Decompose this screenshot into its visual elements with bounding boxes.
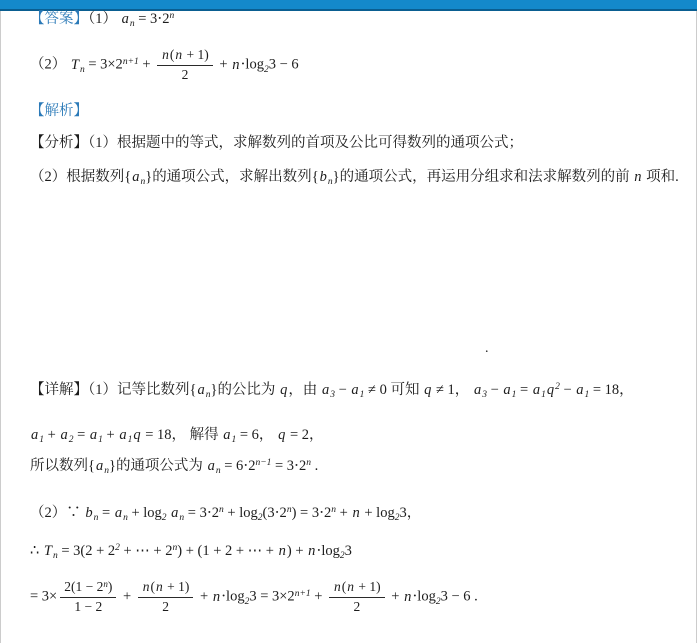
math-text: +	[387, 588, 404, 605]
fraction	[329, 579, 385, 616]
math-text: .	[311, 458, 319, 474]
math-variable: T	[70, 56, 79, 73]
fraction	[138, 579, 194, 616]
math-text: +	[119, 588, 135, 605]
superscript: 2	[555, 382, 560, 392]
math-text: +	[138, 56, 155, 73]
fraction-numerator	[157, 47, 213, 66]
math-text: 3，	[399, 505, 422, 521]
detail-line-1	[30, 381, 634, 400]
subscript: 1	[541, 390, 546, 400]
subscript: 2	[339, 551, 345, 561]
math-text: ，由	[288, 382, 321, 398]
subscript: n	[215, 466, 221, 476]
math-variable: q	[424, 382, 432, 398]
math-text: )	[107, 579, 113, 594]
math-variable: T	[43, 543, 52, 559]
superscript: n	[103, 579, 108, 589]
subscript: n	[327, 177, 333, 187]
fraction-denominator	[60, 598, 116, 616]
analysis-line-1	[30, 134, 523, 153]
math-text: +	[196, 588, 212, 605]
superscript: n	[331, 505, 337, 515]
math-text: =	[516, 382, 532, 398]
math-text: = 2，	[286, 427, 324, 443]
math-text: = 3×2	[84, 56, 123, 73]
superscript: n	[219, 505, 224, 515]
math-text: (	[169, 47, 175, 62]
subscript: n	[52, 551, 58, 561]
math-variable: a	[503, 382, 511, 398]
math-text: + log	[223, 505, 258, 521]
math-text: 3	[344, 543, 352, 559]
math-text: +	[310, 588, 327, 605]
subscript: 1	[359, 390, 365, 400]
math-text: +	[102, 427, 119, 443]
math-variable: n	[175, 47, 183, 62]
math-text: (	[341, 579, 347, 594]
math-text: + 1)	[163, 579, 190, 594]
superscript: n+1	[294, 588, 311, 599]
math-text: ⋅log	[316, 543, 340, 559]
math-text: =	[73, 427, 89, 443]
math-text: ) = 3⋅2	[291, 505, 332, 521]
math-variable: n	[278, 543, 286, 559]
math-text: {	[189, 382, 197, 398]
subscript: n	[179, 513, 185, 523]
math-variable: q	[133, 427, 141, 443]
superscript: n	[169, 11, 175, 21]
math-text: 3 − 6 .	[440, 588, 478, 605]
math-variable: a	[576, 382, 584, 398]
subscript: 1	[39, 435, 44, 445]
math-variable: b	[85, 505, 93, 521]
fraction-denominator	[157, 66, 213, 84]
math-text: (3⋅2	[262, 505, 287, 521]
subscript: 3	[482, 390, 487, 400]
math-variable: n	[347, 579, 355, 594]
math-variable: n	[634, 169, 642, 185]
math-variable: b	[319, 169, 327, 185]
math-text: + 1)	[183, 47, 209, 62]
subscript: 2	[161, 513, 167, 523]
subscript: 1	[98, 435, 103, 445]
superscript: n	[172, 543, 178, 553]
math-variable: a	[31, 427, 39, 443]
math-text: 所以数列	[30, 458, 88, 474]
math-text: 的通项公式为	[115, 458, 207, 474]
subscript: n	[140, 177, 146, 187]
math-variable: a	[532, 382, 541, 398]
subscript: 3	[330, 390, 335, 400]
math-text: 【详解】（1）记等比数列	[30, 382, 190, 398]
math-text: ⋅log	[221, 588, 245, 605]
math-variable: n	[404, 588, 412, 605]
math-text: ∴	[30, 543, 43, 559]
math-text: +	[336, 505, 352, 521]
math-text: 的通项公式，再运用分组求和法求解数列的前	[339, 169, 634, 185]
detail-line-3	[30, 457, 318, 476]
math-text: （2）	[30, 56, 70, 73]
math-text: = 18， 解得	[141, 427, 223, 443]
subscript: n	[129, 19, 135, 29]
math-variable: n	[212, 588, 221, 605]
fraction	[157, 47, 213, 84]
math-variable: a	[223, 427, 231, 443]
math-text: }	[332, 169, 340, 185]
fraction-numerator	[138, 579, 194, 598]
math-text: （1）	[88, 11, 121, 27]
math-text: +	[44, 427, 60, 443]
math-text: + ⋯ + 2	[119, 543, 173, 559]
subscript: n	[205, 390, 211, 400]
subscript: n	[79, 64, 85, 75]
detail-line-5	[30, 542, 352, 561]
math-variable: n	[334, 579, 341, 594]
stray-dot: .	[485, 341, 489, 356]
math-text: （2）根据数列	[30, 169, 125, 185]
explanation-heading	[30, 102, 88, 121]
subscript: 2	[257, 513, 263, 523]
math-text: + 1)	[355, 579, 381, 594]
math-variable: a	[95, 458, 104, 474]
subscript: 2	[263, 64, 269, 75]
subscript: 1	[231, 435, 237, 445]
math-variable: n	[352, 505, 360, 521]
math-text: ⋅log	[240, 56, 264, 73]
math-text: }	[210, 382, 218, 398]
math-text: ) + (1 + 2 + ⋯ +	[177, 543, 278, 559]
math-text: ≠ 0 可知	[364, 382, 424, 398]
math-variable: a	[197, 382, 205, 398]
subscript: 2	[394, 513, 400, 523]
superscript: 2	[115, 543, 120, 553]
subscript: n	[123, 513, 128, 523]
math-text: = 6，	[236, 427, 278, 443]
math-text: 的通项公式，求解出数列	[152, 169, 312, 185]
math-variable: a	[114, 505, 123, 521]
math-text: 2	[181, 66, 189, 82]
fraction-denominator	[138, 598, 194, 616]
math-text: }	[145, 169, 153, 185]
math-text: ≠ 1，	[432, 382, 473, 398]
math-text: + log	[360, 505, 395, 521]
math-variable: q	[280, 382, 288, 398]
math-text: 的公比为	[217, 382, 280, 398]
fraction	[60, 579, 116, 616]
superscript: n	[306, 458, 312, 468]
math-variable: a	[132, 169, 140, 185]
math-text: ) +	[286, 543, 308, 559]
math-variable: n	[162, 47, 169, 62]
math-text: {	[124, 169, 132, 185]
math-variable: a	[60, 427, 68, 443]
math-text: =	[98, 505, 114, 521]
math-variable: n	[156, 579, 163, 594]
math-text: 2(1 − 2	[64, 579, 104, 594]
math-text: = 3×	[30, 588, 58, 605]
subscript: n	[93, 513, 99, 523]
math-text: 2	[353, 598, 361, 614]
answer-formula-2	[30, 47, 299, 84]
subscript: 1	[584, 390, 590, 400]
math-text: 1 − 2	[74, 598, 103, 614]
math-text: −	[334, 382, 351, 398]
math-variable: a	[171, 505, 179, 521]
math-text: {	[88, 458, 95, 474]
detail-line-2	[30, 426, 324, 445]
math-variable: a	[89, 427, 98, 443]
math-text: = 18，	[589, 382, 634, 398]
math-text: 项和.	[642, 169, 679, 185]
math-text: }	[108, 458, 116, 474]
superscript: n	[286, 505, 292, 515]
math-text: = 3(2 + 2	[57, 543, 116, 559]
fraction-numerator	[60, 579, 116, 598]
fraction-denominator	[329, 598, 385, 616]
math-variable: q	[546, 382, 555, 398]
math-text: −	[486, 382, 503, 398]
math-variable: n	[232, 56, 240, 73]
subscript: 2	[68, 435, 74, 445]
detail-line-6	[30, 579, 478, 616]
subscript: 1	[127, 435, 133, 445]
fraction-numerator	[329, 579, 385, 598]
superscript: n+1	[122, 56, 139, 67]
detail-line-4	[30, 504, 421, 523]
page-left-border	[0, 11, 1, 643]
math-variable: a	[207, 458, 215, 474]
math-text: 3 = 3×2	[249, 588, 295, 605]
answer-heading-line	[30, 10, 174, 29]
analysis-line-2	[30, 168, 679, 187]
math-text: 3 − 6	[268, 56, 299, 73]
math-variable: a	[119, 427, 127, 443]
subscript: 2	[244, 596, 250, 607]
math-variable: a	[321, 382, 330, 398]
math-text: 【分析】（1）根据题中的等式，求解数列的首项及公比可得数列的通项公式；	[30, 135, 523, 151]
subscript: 1	[511, 390, 517, 400]
subscript: n	[104, 466, 109, 476]
math-text: (	[150, 579, 156, 594]
math-variable: a	[351, 382, 359, 398]
math-text: +	[215, 56, 232, 73]
math-variable: n	[142, 579, 150, 594]
math-text: −	[559, 382, 576, 398]
section-label: 【解析】	[30, 103, 88, 119]
math-variable: q	[278, 427, 286, 443]
math-text: = 6⋅2	[220, 458, 256, 474]
math-text: 2	[162, 598, 169, 614]
math-text: = 3⋅2	[184, 505, 220, 521]
math-text: = 3⋅2	[271, 458, 307, 474]
math-text: （2）∵	[30, 505, 85, 521]
math-variable: n	[308, 543, 316, 559]
subscript: 2	[435, 596, 441, 607]
section-label: 【答案】	[30, 11, 88, 27]
math-variable: a	[121, 11, 129, 27]
math-text: + log	[127, 505, 162, 521]
math-text: {	[311, 169, 319, 185]
math-text: = 3⋅2	[134, 11, 170, 27]
math-text: ⋅log	[412, 588, 436, 605]
math-variable: a	[473, 382, 482, 398]
superscript: n−1	[255, 458, 272, 468]
